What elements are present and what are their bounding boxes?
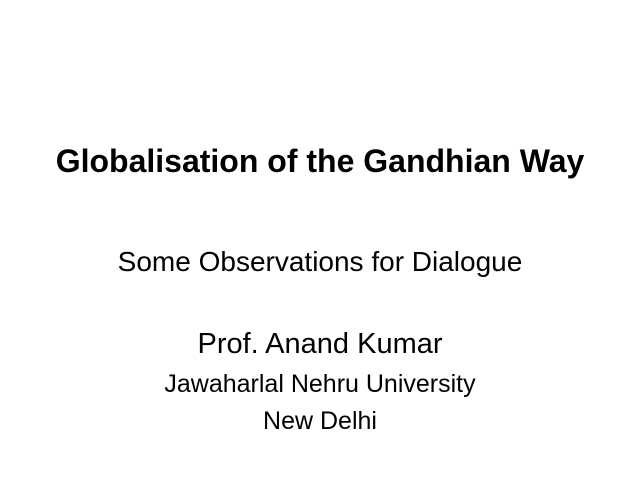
slide-subtitle: Some Observations for Dialogue — [117, 246, 523, 277]
city-name: New Delhi — [263, 407, 377, 435]
institution-name: Jawaharlal Nehru University — [164, 370, 476, 398]
author-name: Prof. Anand Kumar — [197, 328, 443, 360]
slide-title: Globalisation of the Gandhian Way — [55, 143, 585, 179]
